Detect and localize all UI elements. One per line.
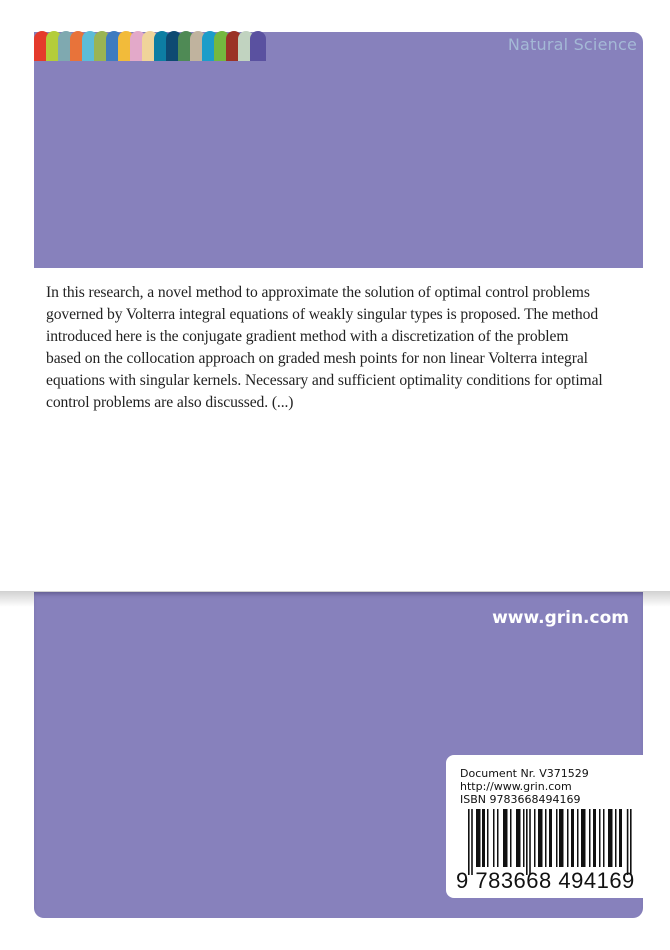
abstract-line: governed by Volterra integral equations of weakly singular types is proposed. The method <box>46 306 599 323</box>
isbn: ISBN 9783668494169 <box>460 793 581 806</box>
barcode-box <box>446 755 643 898</box>
color-tabs <box>34 31 274 61</box>
color-tab <box>250 31 266 61</box>
top-color-panel <box>34 32 643 268</box>
document-info <box>460 767 589 806</box>
abstract-line: control problems are also discussed. (...) <box>46 394 294 411</box>
abstract-line: equations with singular kernels. Necessary and sufficient optimality conditions for optimal <box>46 372 603 389</box>
barcode-icon <box>468 809 632 875</box>
publisher-website: www.grin.com <box>492 608 629 628</box>
abstract-line: based on the collocation approach on graded mesh points for non linear Volterra integral <box>46 350 588 367</box>
abstract-line: introduced here is the conjugate gradient method with a discretization of the problem <box>46 328 569 345</box>
series-label: Natural Science <box>507 35 637 54</box>
abstract-text <box>46 282 636 414</box>
bottom-color-panel <box>34 592 643 918</box>
publisher-url: http://www.grin.com <box>460 780 572 793</box>
abstract-line: In this research, a novel method to approximate the solution of optimal control problems <box>46 284 590 301</box>
document-number: Document Nr. V371529 <box>460 767 589 780</box>
barcode-digits: 9 783668 494169 <box>456 868 635 893</box>
